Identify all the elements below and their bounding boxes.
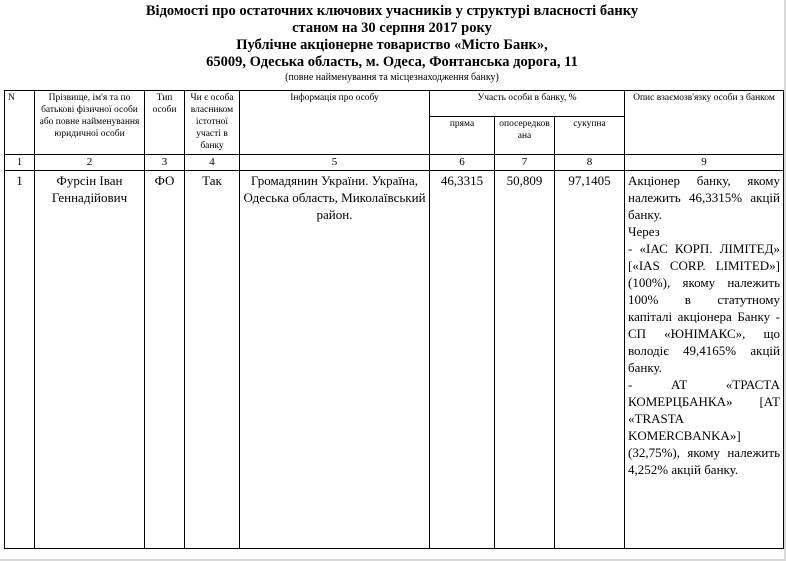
document-title-line-1: Відомості про остаточних ключових учасників у структурі власності банку — [145, 3, 639, 19]
document-title-line-4: 65009, Одеська область, м. Одеса, Фонтанська дорога, 11 — [206, 54, 578, 70]
cell-total-share: 97,1405 — [555, 171, 625, 549]
cell-person-type: ФО — [145, 171, 185, 549]
header-person-type: Тип особи — [145, 91, 185, 155]
table-row — [5, 171, 784, 549]
column-number-1: 1 — [5, 155, 35, 171]
header-number: N — [5, 91, 35, 155]
document-title-line-2: станом на 30 серпня 2017 року — [292, 20, 492, 36]
column-number-6: 6 — [430, 155, 495, 171]
header-name: Прізвище, ім'я та по батькові фізичної особи або повне найменування юридичної особи — [35, 91, 145, 155]
cell-indirect-share: 50,809 — [495, 171, 555, 549]
column-number-9: 9 — [625, 155, 784, 171]
column-number-4: 4 — [185, 155, 240, 171]
relation-paragraph: Через — [628, 224, 660, 239]
header-info: Інформація про особу — [240, 91, 430, 155]
column-number-8: 8 — [555, 155, 625, 171]
header-relation: Опис взаємозв'язку особи з банком — [625, 91, 784, 155]
relation-paragraph: Акціонер банку, якому належить 46,3315% акцій банку. — [628, 173, 780, 222]
cell-number: 1 — [5, 171, 35, 549]
ownership-table — [4, 90, 784, 549]
cell-essential-owner: Так — [185, 171, 240, 549]
header-total: сукупна — [555, 117, 625, 155]
column-number-7: 7 — [495, 155, 555, 171]
document-header — [0, 0, 784, 84]
relation-paragraph: - АТ «ТРАСТА КОМЕРЦБАНКА» [АТ «TRASTA KOMERCBANKA»] (32,75%), якому належить 4,252% акцій банку. — [628, 377, 780, 477]
relation-paragraph: - «ІАС КОРП. ЛІМІТЕД» [«IAS CORP. LIMITED»] (100%), якому належить 100% в статутному капіталі акціонера Банку - СП «ЮНІМАКС», що володіє 49,4165% акцій банку. — [628, 241, 780, 375]
column-number-2: 2 — [35, 155, 145, 171]
header-direct: пряма — [430, 117, 495, 155]
header-row — [5, 91, 784, 117]
cell-name: Фурсін Іван Геннадійович — [35, 171, 145, 549]
document-title-line-3: Публічне акціонерне товариство «Місто Банк», — [236, 37, 548, 53]
header-participation-group: Участь особи в банку, % — [430, 91, 625, 117]
header-indirect: опосередкована — [495, 117, 555, 155]
column-number-3: 3 — [145, 155, 185, 171]
column-number-row — [5, 155, 784, 171]
cell-info: Громадянин України. Україна, Одеська область, Миколаївський район. — [240, 171, 430, 549]
cell-relation-description — [625, 171, 784, 549]
document-subtitle: (повне найменування та місцезнаходження банку) — [285, 72, 499, 83]
cell-direct-share: 46,3315 — [430, 171, 495, 549]
column-number-5: 5 — [240, 155, 430, 171]
header-essential-owner: Чи є особа власником істотної участі в банку — [185, 91, 240, 155]
